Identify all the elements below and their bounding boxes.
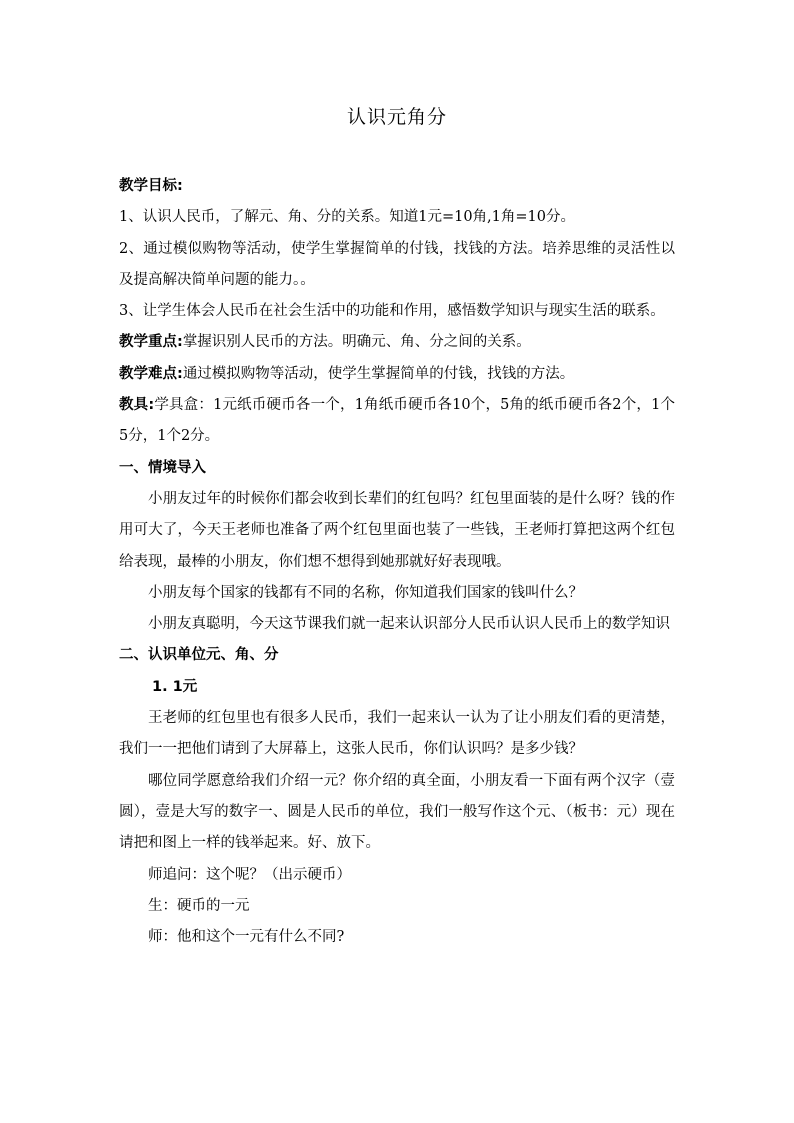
objective-item: 2、通过模似购物等活动，使学生掌握简单的付钱，找钱的方法。培养思维的灵活性以及提高解决简单问题的能力。。 <box>119 240 675 288</box>
difficulty-text: 通过模拟购物等活动，使学生掌握简单的付钱，找钱的方法。 <box>182 365 575 382</box>
tools-label: 教具: <box>119 397 155 414</box>
document-title: 认识元角分 <box>346 106 447 128</box>
key-point-label: 教学重点: <box>119 334 183 351</box>
tools-paragraph <box>119 390 675 453</box>
body-paragraph: 生：硬币的一元 <box>148 897 250 914</box>
document-body <box>119 171 675 953</box>
difficulty-label: 教学难点: <box>119 365 183 382</box>
body-paragraph: 王老师的红包里也有很多人民币，我们一起来认一认为了让小朋友们看的更清楚，我们一一把他们请到了大屏幕上，这张人民币，你们认识吗？是多少钱？ <box>119 710 675 758</box>
body-paragraph: 小朋友每个国家的钱都有不同的名称，你知道我们国家的钱叫什么？ <box>148 584 583 601</box>
tools-text: 学具盒：1元纸币硬币各一个，1角纸币硬币各10个，5角的纸币硬币各2个，1个5分，1个2分。 <box>119 397 675 445</box>
section-heading <box>119 640 675 671</box>
objective-item: 3、让学生体会人民币在社会生活中的功能和作用，感悟数学知识与现实生活的联系。 <box>119 303 665 320</box>
key-point-paragraph <box>119 327 675 358</box>
section2-heading: 二、认识单位元、角、分 <box>119 647 279 664</box>
body-paragraph: 小朋友过年的时候你们都会收到长辈们的红包吗？红包里面装的是什么呀？钱的作用可大了，今天王老师也准备了两个红包里面也装了一些钱，王老师打算把这两个红包给表现，最棒的小朋友，你们想不想得到她那就好好表现哦。 <box>119 490 675 570</box>
objectives-label: 教学目标: <box>119 178 183 194</box>
subheading <box>119 672 675 703</box>
body-paragraph: 小朋友真聪明，今天这节课我们就一起来认识部分人民币认识人民币上的数学知识 <box>148 616 670 633</box>
body-paragraph: 哪位同学愿意给我们介绍一元？你介绍的真全面，小朋友看一下面有两个汉字（壹圆），壹是大写的数字一、圆是人民币的单位，我们一般写作这个元、（板书：元）现在请把和图上一样的钱举起来。好、放下。 <box>119 772 675 852</box>
subheading-label: 1. 1元 <box>152 678 198 695</box>
key-point-text: 掌握识别人民币的方法。明确元、角、分之间的关系。 <box>182 334 531 351</box>
body-paragraph: 师：他和这个一元有什么不同? <box>148 929 345 946</box>
objective-item: 1、认识人民币，了解元、角、分的关系。知道1元=10角,1角=10分。 <box>119 209 575 226</box>
objectives-heading <box>119 171 675 202</box>
body-paragraph: 师追问：这个呢？（出示硬币） <box>148 866 351 883</box>
section-heading <box>119 453 675 484</box>
section1-heading: 一、情境导入 <box>119 459 206 476</box>
difficulty-paragraph <box>119 359 675 390</box>
